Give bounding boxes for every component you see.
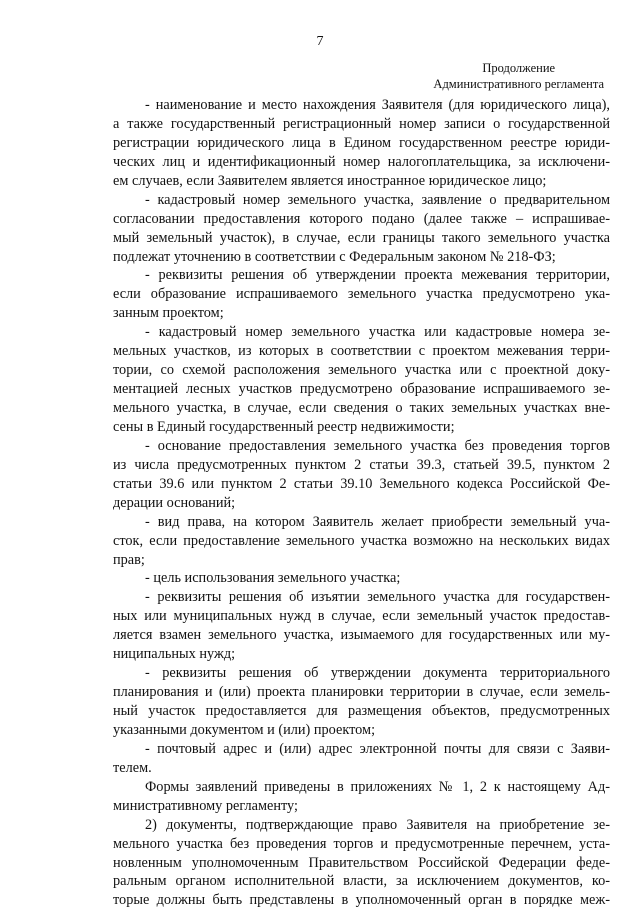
continuation-header-line: Продолжение: [482, 61, 556, 75]
paragraph: [113, 513, 610, 570]
paragraph: [113, 191, 610, 267]
text-line: - вид права, на котором Заявитель желает приобрести земельный уча-: [145, 513, 610, 530]
paragraph: [113, 740, 610, 778]
paragraph: [113, 266, 610, 323]
paragraph: [113, 323, 610, 437]
text-line: прав;: [113, 551, 145, 568]
text-line: мельных участков, из которых в соответствии с проектом межевания терри-: [113, 343, 610, 360]
text-line: ниципальных нужд;: [113, 646, 236, 663]
continuation-header-line: Административного регламента: [433, 77, 604, 91]
paragraph: [113, 96, 610, 191]
paragraph: [113, 588, 610, 664]
text-line: ных или муниципальных нужд в случае, если земельный участок предостав-: [113, 608, 610, 625]
text-line: статьи 39.6 или пунктом 2 статьи 39.10 Земельного кодекса Российской Фе-: [113, 475, 610, 492]
text-line: - кадастровый номер земельного участка, заявление о предварительном: [145, 191, 610, 208]
text-line: ем случаев, если Заявителем является иностранное юридическое лицо;: [113, 172, 547, 189]
text-line: ляется взамен земельного участка, изымаемого для государственных или му-: [113, 627, 610, 644]
text-line: согласовании предоставления которого подано (далее также – испрашивае-: [113, 210, 610, 227]
paragraph: [113, 569, 610, 588]
text-line: сены в Единый государственный реестр недвижимости;: [113, 418, 455, 435]
text-line: мельного участка без проведения торгов и предусмотренные перечнем, уста-: [113, 835, 610, 852]
text-line: - реквизиты решения об изъятии земельного участка для государствен-: [145, 589, 610, 606]
text-line: - основание предоставления земельного участка без проведения торгов: [145, 437, 610, 454]
text-line: занным проектом;: [113, 305, 224, 322]
paragraph: [113, 664, 610, 740]
text-line: - наименование и место нахождения Заявителя (для юридического лица),: [145, 97, 610, 113]
text-line: мельного участка, в случае, если сведения о таких земельных участках вне-: [113, 400, 610, 416]
paragraph: [113, 778, 610, 816]
document-body: [113, 96, 610, 910]
text-line: 2) документы, подтверждающие право Заявителя на приобретение зе-: [145, 816, 610, 833]
paragraph: [113, 437, 610, 513]
paragraph: [113, 816, 610, 910]
text-line: подлежат уточнению в соответствии с Федеральным законом № 218-ФЗ;: [113, 248, 556, 265]
text-line: - реквизиты решения об утверждении проекта межевания территории,: [145, 267, 610, 284]
text-line: указанными документом и (или) проектом;: [113, 721, 376, 738]
text-line: министративному регламенту;: [113, 797, 298, 814]
text-line: - цель использования земельного участка;: [145, 570, 401, 587]
text-line: ментацией лесных участков предусмотрено образование испрашиваемого зе-: [113, 381, 610, 398]
text-line: - почтовый адрес и (или) адрес электронной почты для связи с Заяви-: [145, 740, 610, 757]
text-line: если образование испрашиваемого земельного участка предусмотрено ука-: [113, 286, 610, 303]
text-line: ческих лиц и идентификационный номер налогоплательщика, за исключени-: [113, 153, 610, 170]
text-line: мый земельный участок), в случае, если границы такого земельного участка: [113, 229, 610, 246]
text-line: Формы заявлений приведены в приложениях № 1, 2 к настоящему Ад-: [145, 778, 610, 795]
text-line: ный участок предоставляется для размещения объектов, предусмотренных: [113, 703, 610, 719]
text-line: сток, если предоставление земельного участка возможно на нескольких видах: [113, 532, 610, 549]
text-line: телем.: [113, 759, 152, 776]
text-line: торые должны быть представлены в уполномоченный орган в порядке меж-: [113, 892, 610, 909]
text-line: регистрации юридического лица в Едином государственном реестре юриди-: [113, 134, 610, 151]
page-number: 7: [316, 34, 324, 49]
text-line: новленным уполномоченным Правительством Российской Федерации феде-: [113, 854, 610, 871]
text-line: планирования и (или) проекта планировки территории в случае, если земель-: [113, 684, 610, 701]
text-line: дерации оснований;: [113, 494, 236, 511]
continuation-header: [433, 60, 604, 92]
text-line: - кадастровый номер земельного участка или кадастровые номера зе-: [145, 324, 610, 341]
text-line: ральным органом исполнительной власти, за исключением документов, ко-: [113, 873, 610, 890]
text-line: из числа предусмотренных пунктом 2 статьи 39.3, статьей 39.5, пунктом 2: [113, 456, 610, 473]
text-line: а также государственный регистрационный номер записи о государственной: [113, 115, 610, 132]
text-line: - реквизиты решения об утверждении документа территориального: [145, 665, 610, 682]
text-line: тории, со схемой расположения земельного участка или с проектной доку-: [113, 362, 610, 379]
